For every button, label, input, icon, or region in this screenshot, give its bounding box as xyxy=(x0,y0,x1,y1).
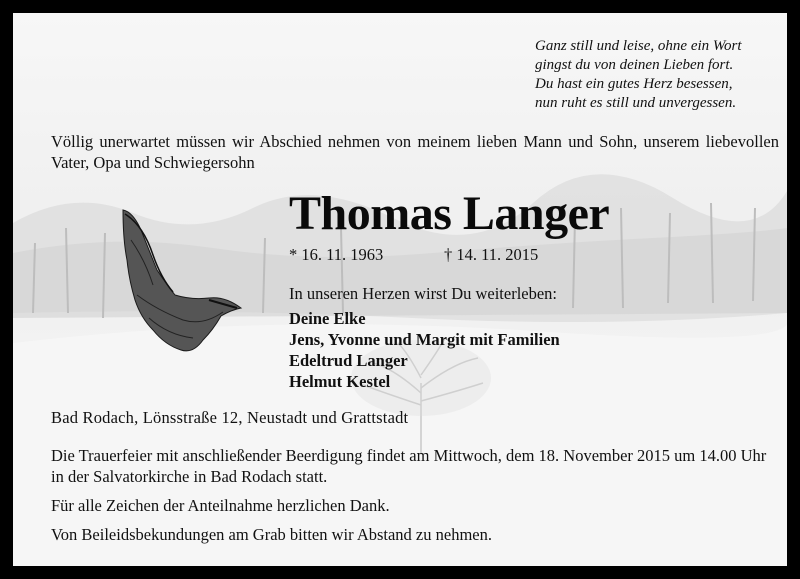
death-date: † 14. 11. 2015 xyxy=(444,245,539,264)
poem-line: Ganz still und leise, ohne ein Wort xyxy=(535,38,742,54)
mourner: Helmut Kestel xyxy=(289,372,391,391)
poem-line: gingst du von deinen Lieben fort. xyxy=(535,57,734,73)
birth-date: * 16. 11. 1963 xyxy=(289,245,384,264)
mourners-intro: In unseren Herzen wirst Du weiterleben: xyxy=(289,284,558,303)
funeral-paragraph: Die Trauerfeier mit anschließender Beerdigung findet am Mittwoch, dem 18. November 2015 um 14.00 Uhr in der Salvatorkirche in Bad Rodach statt. xyxy=(51,446,767,486)
funeral-paragraph: Für alle Zeichen der Anteilnahme herzlichen Dank. xyxy=(51,496,390,515)
life-dates xyxy=(289,245,538,265)
poem-line: nun ruht es still und unvergessen. xyxy=(535,95,737,111)
poem xyxy=(535,37,742,113)
deceased-name: Thomas Langer xyxy=(289,187,610,240)
mourners xyxy=(289,283,560,392)
mourner: Deine Elke xyxy=(289,309,366,328)
praying-hands-icon xyxy=(113,200,253,360)
mourner: Edeltrud Langer xyxy=(289,351,408,370)
funeral-paragraph: Von Beileidsbekundungen am Grab bitten wir Abstand zu nehmen. xyxy=(51,525,492,544)
intro-text: Völlig unerwartet müssen wir Abschied nehmen von meinem lieben Mann und Sohn, unserem liebevollen Vater, Opa und Schwiegersohn xyxy=(51,132,779,172)
address: Bad Rodach, Lönsstraße 12, Neustadt und Grattstadt xyxy=(51,408,409,427)
poem-line: Du hast ein gutes Herz besessen, xyxy=(535,76,733,92)
funeral-info xyxy=(51,445,781,553)
mourner: Jens, Yvonne und Margit mit Familien xyxy=(289,330,560,349)
